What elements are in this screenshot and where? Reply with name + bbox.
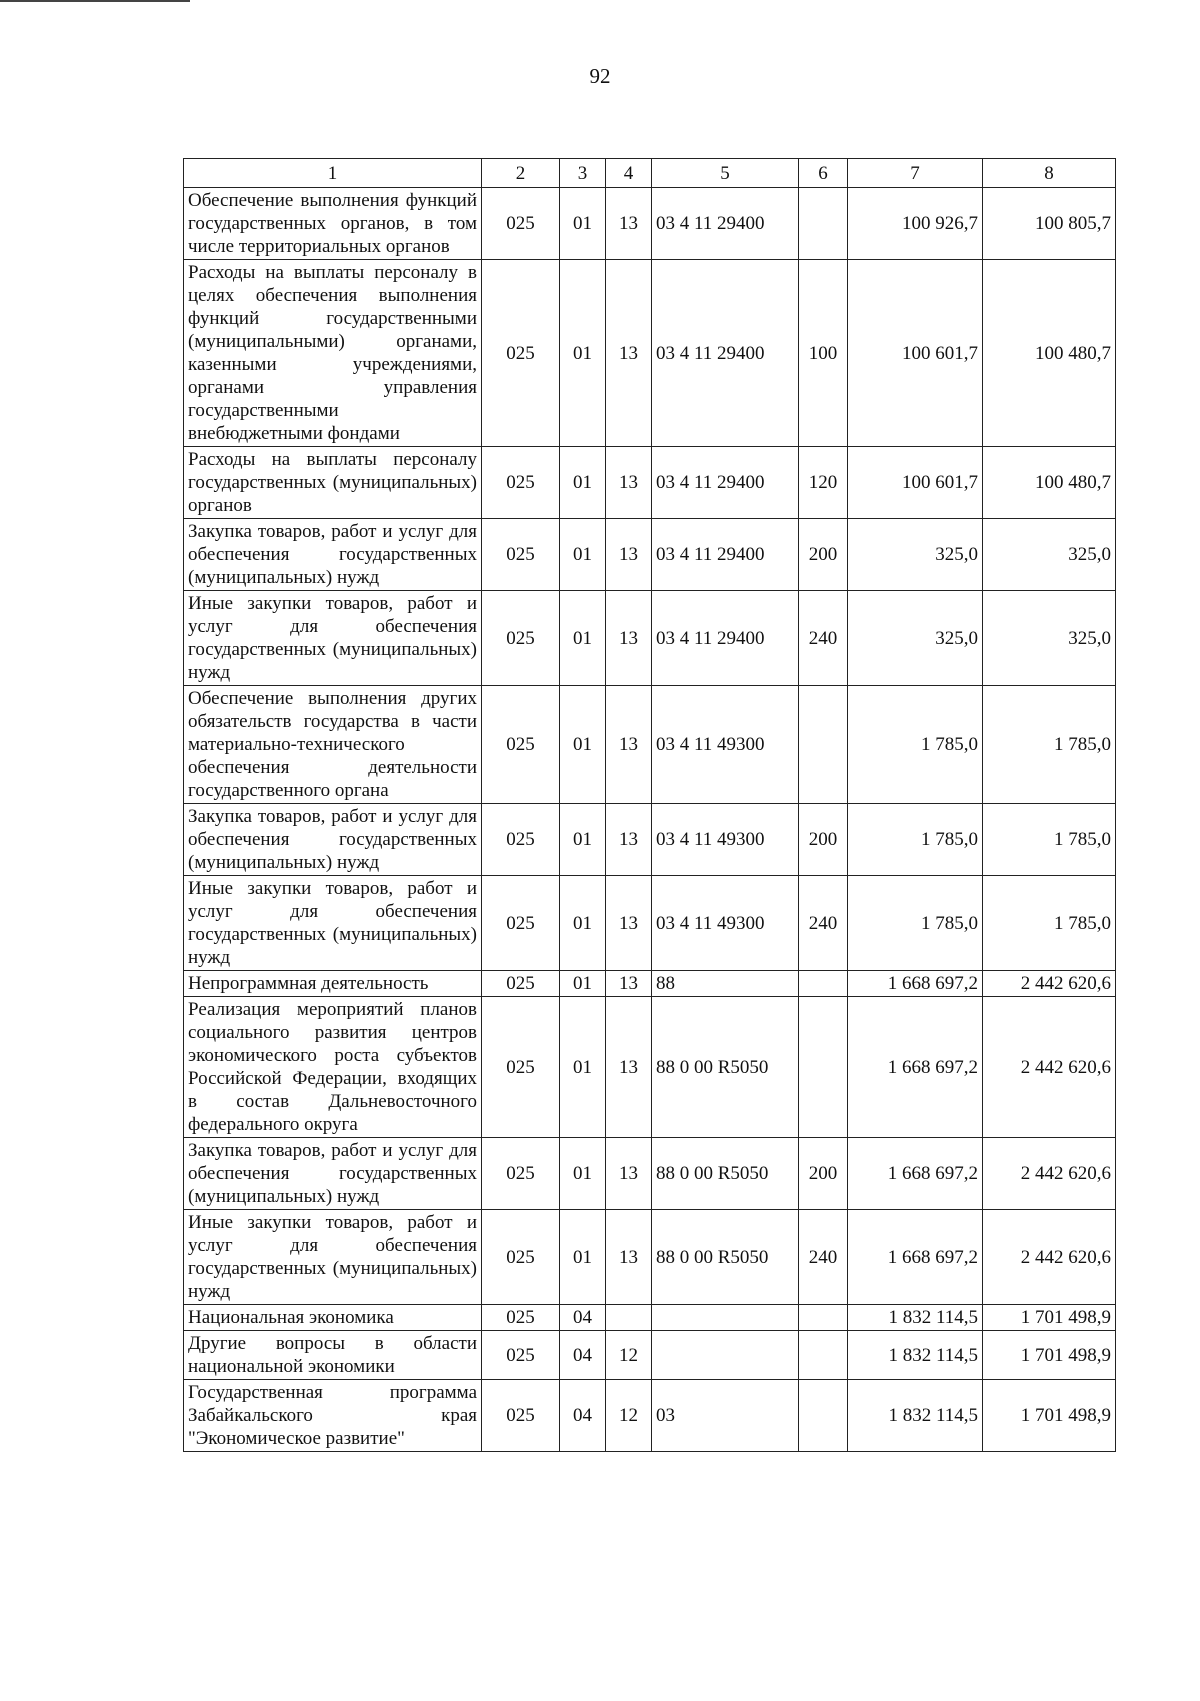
row-section-cell: 04 (560, 1305, 606, 1331)
row-section-cell: 01 (560, 260, 606, 447)
row-expense-type-cell: 240 (799, 1210, 848, 1305)
row-admin-code-cell: 025 (482, 1380, 560, 1452)
row-amount-col7-cell: 100 601,7 (848, 447, 983, 519)
row-amount-col7-cell: 325,0 (848, 519, 983, 591)
row-amount-col7-cell: 1 785,0 (848, 876, 983, 971)
row-expense-type-cell (799, 1305, 848, 1331)
row-target-article-cell: 03 4 11 29400 (652, 591, 799, 686)
row-expense-type-cell: 200 (799, 1138, 848, 1210)
row-amount-col7-cell: 1 785,0 (848, 686, 983, 804)
row-admin-code-cell: 025 (482, 1210, 560, 1305)
header-cell: 3 (560, 159, 606, 188)
row-subsection-cell: 12 (606, 1380, 652, 1452)
row-section-cell: 01 (560, 876, 606, 971)
row-admin-code-cell: 025 (482, 260, 560, 447)
row-subsection-cell: 13 (606, 997, 652, 1138)
table-row (184, 1210, 1116, 1305)
row-target-article-cell: 88 0 00 R5050 (652, 1210, 799, 1305)
row-target-article-cell: 03 4 11 29400 (652, 447, 799, 519)
row-amount-col7-cell: 1 668 697,2 (848, 1210, 983, 1305)
header-cell: 2 (482, 159, 560, 188)
row-admin-code-cell: 025 (482, 1305, 560, 1331)
row-amount-col7-cell: 1 668 697,2 (848, 997, 983, 1138)
row-admin-code-cell: 025 (482, 519, 560, 591)
row-name-cell: Иные закупки товаров, работ и услуг для обеспечения государственных (муниципальных) нужд (184, 591, 482, 686)
row-target-article-cell: 03 4 11 49300 (652, 804, 799, 876)
row-amount-col8-cell: 1 701 498,9 (983, 1380, 1116, 1452)
row-amount-col8-cell: 100 480,7 (983, 447, 1116, 519)
row-amount-col7-cell: 100 926,7 (848, 188, 983, 260)
row-amount-col8-cell: 1 701 498,9 (983, 1331, 1116, 1380)
row-subsection-cell: 12 (606, 1331, 652, 1380)
row-target-article-cell: 88 (652, 971, 799, 997)
row-target-article-cell: 03 4 11 49300 (652, 876, 799, 971)
table-row (184, 447, 1116, 519)
row-amount-col8-cell: 100 480,7 (983, 260, 1116, 447)
row-target-article-cell: 03 4 11 29400 (652, 519, 799, 591)
row-admin-code-cell: 025 (482, 188, 560, 260)
page-number: 92 (589, 64, 611, 88)
row-amount-col7-cell: 1 832 114,5 (848, 1305, 983, 1331)
table-header-row (184, 159, 1116, 188)
row-section-cell: 04 (560, 1331, 606, 1380)
row-target-article-cell: 03 4 11 49300 (652, 686, 799, 804)
header-cell: 4 (606, 159, 652, 188)
row-name-cell: Расходы на выплаты персоналу в целях обеспечения выполнения функций государственными (муниципальными) органами, казенными учреждениями, органами управления государственными внебюджетными фондами (184, 260, 482, 447)
row-section-cell: 01 (560, 591, 606, 686)
row-target-article-cell: 03 (652, 1380, 799, 1452)
row-admin-code-cell: 025 (482, 591, 560, 686)
row-expense-type-cell (799, 1380, 848, 1452)
table-row (184, 1380, 1116, 1452)
row-subsection-cell: 13 (606, 1210, 652, 1305)
row-name-cell: Государственная программа Забайкальского края "Экономическое развитие" (184, 1380, 482, 1452)
row-expense-type-cell (799, 188, 848, 260)
row-section-cell: 01 (560, 686, 606, 804)
row-subsection-cell: 13 (606, 591, 652, 686)
row-target-article-cell: 03 4 11 29400 (652, 260, 799, 447)
table-row (184, 188, 1116, 260)
scan-edge-line (0, 0, 190, 2)
row-expense-type-cell: 120 (799, 447, 848, 519)
row-subsection-cell (606, 1305, 652, 1331)
table-row (184, 260, 1116, 447)
row-admin-code-cell: 025 (482, 997, 560, 1138)
row-name-cell: Иные закупки товаров, работ и услуг для обеспечения государственных (муниципальных) нужд (184, 876, 482, 971)
row-section-cell: 01 (560, 804, 606, 876)
table-row (184, 519, 1116, 591)
row-section-cell: 01 (560, 188, 606, 260)
row-amount-col8-cell: 100 805,7 (983, 188, 1116, 260)
row-target-article-cell: 88 0 00 R5050 (652, 1138, 799, 1210)
header-cell: 7 (848, 159, 983, 188)
row-name-cell: Национальная экономика (184, 1305, 482, 1331)
row-amount-col8-cell: 325,0 (983, 519, 1116, 591)
header-cell: 6 (799, 159, 848, 188)
row-target-article-cell: 03 4 11 29400 (652, 188, 799, 260)
row-expense-type-cell: 200 (799, 804, 848, 876)
row-name-cell: Реализация мероприятий планов социального развития центров экономического роста субъектов Российской Федерации, входящих в состав Дальневосточного федерального округа (184, 997, 482, 1138)
row-subsection-cell: 13 (606, 260, 652, 447)
row-expense-type-cell (799, 971, 848, 997)
row-amount-col7-cell: 1 668 697,2 (848, 1138, 983, 1210)
row-expense-type-cell: 240 (799, 876, 848, 971)
row-amount-col8-cell: 325,0 (983, 591, 1116, 686)
row-amount-col7-cell: 100 601,7 (848, 260, 983, 447)
row-target-article-cell: 88 0 00 R5050 (652, 997, 799, 1138)
row-expense-type-cell: 100 (799, 260, 848, 447)
row-section-cell: 01 (560, 1210, 606, 1305)
budget-table (183, 158, 1116, 1452)
header-cell: 1 (184, 159, 482, 188)
row-section-cell: 01 (560, 971, 606, 997)
row-amount-col8-cell: 1 785,0 (983, 876, 1116, 971)
table-row (184, 971, 1116, 997)
table-row (184, 686, 1116, 804)
row-subsection-cell: 13 (606, 1138, 652, 1210)
table-row (184, 997, 1116, 1138)
row-section-cell: 01 (560, 1138, 606, 1210)
row-expense-type-cell (799, 1331, 848, 1380)
row-amount-col8-cell: 2 442 620,6 (983, 1138, 1116, 1210)
row-amount-col8-cell: 1 785,0 (983, 686, 1116, 804)
row-name-cell: Расходы на выплаты персоналу государственных (муниципальных) органов (184, 447, 482, 519)
row-amount-col7-cell: 325,0 (848, 591, 983, 686)
header-cell: 5 (652, 159, 799, 188)
row-admin-code-cell: 025 (482, 1331, 560, 1380)
row-amount-col7-cell: 1 832 114,5 (848, 1380, 983, 1452)
row-target-article-cell (652, 1305, 799, 1331)
row-admin-code-cell: 025 (482, 447, 560, 519)
row-amount-col7-cell: 1 668 697,2 (848, 971, 983, 997)
row-section-cell: 04 (560, 1380, 606, 1452)
row-subsection-cell: 13 (606, 971, 652, 997)
table-row (184, 1331, 1116, 1380)
header-cell: 8 (983, 159, 1116, 188)
row-name-cell: Обеспечение выполнения функций государственных органов, в том числе территориальных органов (184, 188, 482, 260)
row-expense-type-cell (799, 997, 848, 1138)
row-amount-col7-cell: 1 785,0 (848, 804, 983, 876)
row-expense-type-cell: 200 (799, 519, 848, 591)
table-row (184, 1305, 1116, 1331)
row-name-cell: Закупка товаров, работ и услуг для обеспечения государственных (муниципальных) нужд (184, 1138, 482, 1210)
row-section-cell: 01 (560, 519, 606, 591)
row-amount-col7-cell: 1 832 114,5 (848, 1331, 983, 1380)
row-amount-col8-cell: 2 442 620,6 (983, 1210, 1116, 1305)
row-subsection-cell: 13 (606, 188, 652, 260)
table-row (184, 804, 1116, 876)
row-name-cell: Закупка товаров, работ и услуг для обеспечения государственных (муниципальных) нужд (184, 519, 482, 591)
row-expense-type-cell (799, 686, 848, 804)
row-name-cell: Иные закупки товаров, работ и услуг для обеспечения государственных (муниципальных) нужд (184, 1210, 482, 1305)
table-row (184, 1138, 1116, 1210)
row-name-cell: Обеспечение выполнения других обязательств государства в части материально-технического обеспечения деятельности государственного органа (184, 686, 482, 804)
row-admin-code-cell: 025 (482, 686, 560, 804)
row-admin-code-cell: 025 (482, 876, 560, 971)
row-subsection-cell: 13 (606, 876, 652, 971)
row-section-cell: 01 (560, 997, 606, 1138)
row-amount-col8-cell: 2 442 620,6 (983, 971, 1116, 997)
table-row (184, 591, 1116, 686)
row-name-cell: Закупка товаров, работ и услуг для обеспечения государственных (муниципальных) нужд (184, 804, 482, 876)
row-amount-col8-cell: 2 442 620,6 (983, 997, 1116, 1138)
row-amount-col8-cell: 1 701 498,9 (983, 1305, 1116, 1331)
row-target-article-cell (652, 1331, 799, 1380)
row-subsection-cell: 13 (606, 519, 652, 591)
row-subsection-cell: 13 (606, 804, 652, 876)
row-name-cell: Непрограммная деятельность (184, 971, 482, 997)
row-subsection-cell: 13 (606, 686, 652, 804)
row-admin-code-cell: 025 (482, 804, 560, 876)
row-name-cell: Другие вопросы в области национальной экономики (184, 1331, 482, 1380)
row-expense-type-cell: 240 (799, 591, 848, 686)
row-subsection-cell: 13 (606, 447, 652, 519)
row-amount-col8-cell: 1 785,0 (983, 804, 1116, 876)
table-row (184, 876, 1116, 971)
row-admin-code-cell: 025 (482, 971, 560, 997)
row-section-cell: 01 (560, 447, 606, 519)
row-admin-code-cell: 025 (482, 1138, 560, 1210)
